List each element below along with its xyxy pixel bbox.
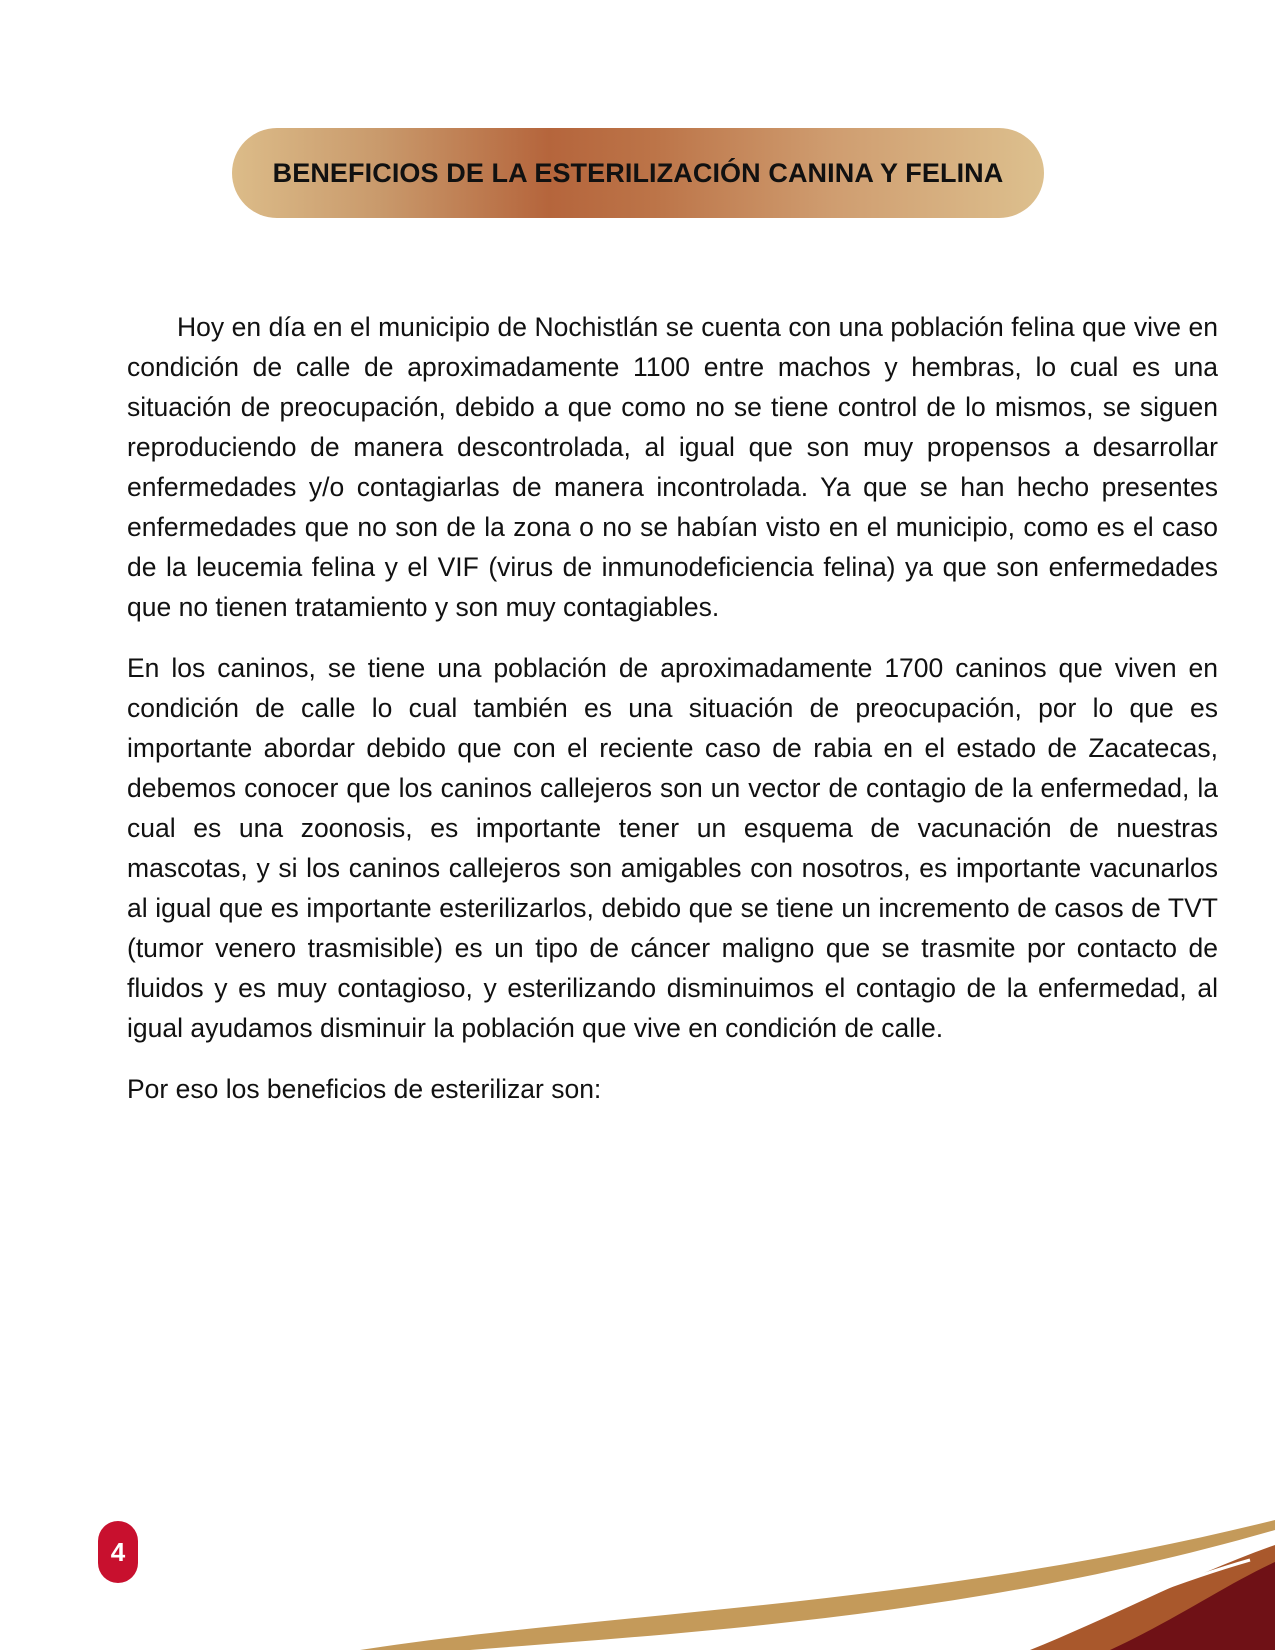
paragraph-felinos: Hoy en día en el municipio de Nochistlán se cuenta con una población felina que vive en condición de calle de aproximadamente 1100 entre machos y hembras, lo cual es una situación de preocupación, debido a que como no se tiene control de lo mismos, se siguen reproduciendo de manera descontrolada, al igual que son muy propensos a desarrollar enfermedades y/o contagiarlas de manera incontrolada. Ya que se han hecho presentes enfermedades que no son de la zona o no se habían visto en el municipio, como es el caso de la leucemia felina y el VIF (virus de inmunodeficiencia felina) ya que son enfermedades que no tienen tratamiento y son muy contagiables.	[127, 312, 1218, 622]
paragraph-beneficios-intro: Por eso los beneficios de esterilizar son:	[127, 1074, 602, 1104]
paragraph-caninos: En los caninos, se tiene una población de aproximadamente 1700 caninos que viven en condición de calle lo cual también es una situación de preocupación, por lo que es importante abordar debido que con el reciente caso de rabia en el estado de Zacatecas, debemos conocer que los caninos callejeros son un vector de contagio de la enfermedad, la cual es una zoonosis, es importante tener un esquema de vacunación de nuestras mascotas, y si los caninos callejeros son amigables con nosotros, es importante vacunarlos al igual que es importante esterilizarlos, debido que se tiene un incremento de casos de TVT (tumor venero trasmisible) es un tipo de cáncer maligno que se trasmite por contacto de fluidos y es muy contagioso, y esterilizando disminuimos el contagio de la enfermedad, al igual ayudamos disminuir la población que vive en condición de calle.	[127, 653, 1218, 1043]
page-number: 4	[110, 1536, 126, 1567]
page-title: BENEFICIOS DE LA ESTERILIZACIÓN CANINA Y FELINA	[272, 157, 1004, 188]
